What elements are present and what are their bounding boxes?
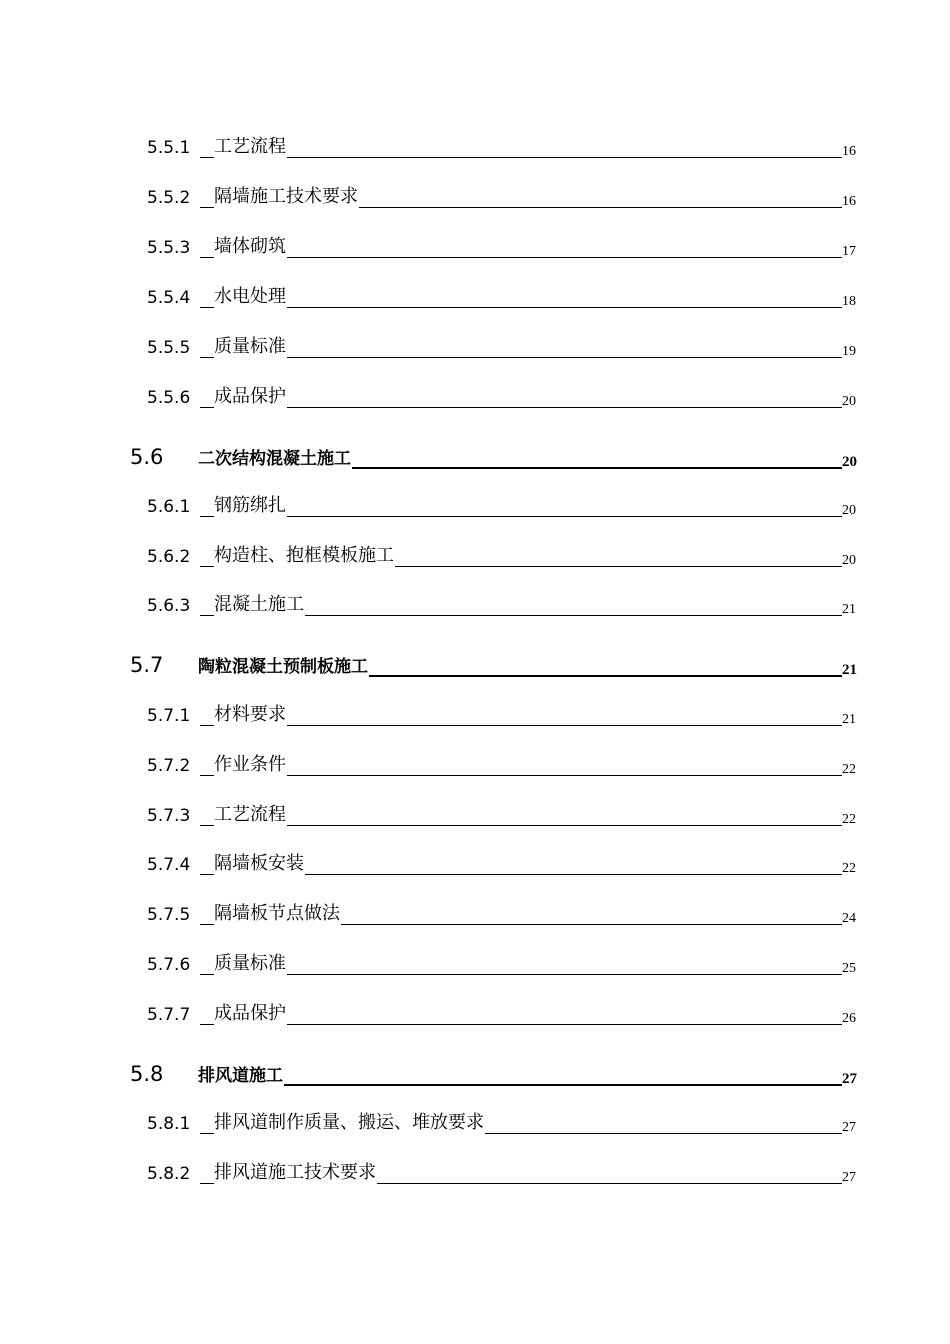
toc-entry[interactable] [0,700,950,730]
toc-entry-number: 5.7.2 [147,756,191,776]
toc-entry-page: 20 [842,553,856,568]
toc-section-entry[interactable] [0,651,950,681]
toc-entry[interactable] [0,949,950,979]
toc-entry[interactable] [0,849,950,879]
toc-entry-page: 21 [842,712,856,727]
toc-entry-page: 27 [842,1170,856,1185]
toc-entry-number: 5.5.5 [147,338,191,358]
toc-entry-page: 22 [842,861,856,876]
toc-entry-title: 作业条件 [214,750,287,776]
toc-entry-title: 钢筋绑扎 [214,491,287,517]
toc-entry-title: 成品保护 [214,999,287,1025]
toc-entry[interactable] [0,899,950,929]
toc-entry-number: 5.6.2 [147,547,191,567]
toc-entry-page: 20 [842,394,856,409]
toc-entry-page: 16 [842,194,856,209]
toc-entry-number: 5.5.4 [147,288,191,308]
toc-entry-number: 5.7 [130,653,164,677]
toc-entry-title: 工艺流程 [214,800,287,826]
toc-entry-number: 5.7.4 [147,855,191,875]
toc-entry-title: 隔墙施工技术要求 [214,182,359,208]
toc-entry-title: 质量标准 [214,949,287,975]
toc-entry-page: 16 [842,144,856,159]
toc-entry-page: 27 [842,1120,856,1135]
toc-entry[interactable] [0,282,950,312]
toc-entry-number: 5.5.3 [147,238,191,258]
toc-entry[interactable] [0,999,950,1029]
toc-entry-number: 5.7.3 [147,806,191,826]
toc-entry[interactable] [0,332,950,362]
toc-entry-title: 质量标准 [214,332,287,358]
toc-entry-number: 5.7.7 [147,1005,191,1025]
toc-section-entry[interactable] [0,1060,950,1090]
toc-leader-line [200,775,842,776]
toc-entry-title: 二次结构混凝土施工 [198,444,352,469]
toc-entry-title: 构造柱、抱框模板施工 [214,541,395,567]
toc-entry-page: 24 [842,911,856,926]
toc-entry-page: 26 [842,1011,856,1026]
toc-entry-number: 5.7.5 [147,905,191,925]
toc-entry[interactable] [0,750,950,780]
toc-entry-number: 5.5.1 [147,138,191,158]
toc-entry-page: 17 [842,244,856,259]
toc-entry-title: 材料要求 [214,700,287,726]
toc-entry-title: 隔墙板安装 [214,849,305,875]
toc-entry-number: 5.8.1 [147,1114,191,1134]
toc-entry[interactable] [0,232,950,262]
toc-leader-line [200,516,842,517]
toc-entry-number: 5.6.1 [147,497,191,517]
toc-leader-line [200,825,842,826]
toc-entry-number: 5.8 [130,1062,164,1086]
toc-section-entry[interactable] [0,443,950,473]
toc-entry-title: 隔墙板节点做法 [214,899,341,925]
toc-leader-line [200,1084,842,1086]
toc-entry-number: 5.7.6 [147,955,191,975]
toc-entry[interactable] [0,541,950,571]
toc-leader-line [200,725,842,726]
toc-entry-title: 成品保护 [214,382,287,408]
toc-entry[interactable] [0,382,950,412]
toc-entry-page: 25 [842,961,856,976]
toc-leader-line [200,307,842,308]
toc-entry-title: 墙体砌筑 [214,232,287,258]
toc-entry-page: 27 [842,1071,857,1087]
toc-entry-number: 5.8.2 [147,1164,191,1184]
toc-entry-title: 混凝土施工 [214,590,305,616]
toc-entry-page: 21 [842,602,856,617]
toc-entry-page: 20 [842,454,857,470]
toc-entry[interactable] [0,800,950,830]
toc-entry-number: 5.5.6 [147,388,191,408]
toc-entry[interactable] [0,491,950,521]
toc-entry[interactable] [0,1158,950,1188]
toc-entry-number: 5.6.3 [147,596,191,616]
toc-entry-page: 22 [842,762,856,777]
toc-entry-page: 18 [842,294,856,309]
toc-entry[interactable] [0,1108,950,1138]
toc-entry-page: 22 [842,812,856,827]
toc-leader-line [200,257,842,258]
toc-entry-title: 陶粒混凝土预制板施工 [198,652,369,677]
toc-entry-number: 5.7.1 [147,706,191,726]
toc-leader-line [200,157,842,158]
toc-entry[interactable] [0,182,950,212]
toc-entry-title: 排风道制作质量、搬运、堆放要求 [214,1108,485,1134]
toc-entry-title: 排风道施工技术要求 [214,1158,377,1184]
toc-entry-number: 5.5.2 [147,188,191,208]
toc-entry-number: 5.6 [130,445,164,469]
toc-entry-title: 工艺流程 [214,132,287,158]
toc-leader-line [200,1024,842,1025]
toc-leader-line [200,357,842,358]
toc-entry-page: 19 [842,344,856,359]
toc-entry-page: 20 [842,503,856,518]
toc-entry-title: 水电处理 [214,282,287,308]
toc-leader-line [200,974,842,975]
toc-entry-title: 排风道施工 [198,1061,284,1086]
toc-entry[interactable] [0,590,950,620]
toc-entry-page: 21 [842,662,857,678]
toc-leader-line [200,407,842,408]
toc-entry[interactable] [0,132,950,162]
